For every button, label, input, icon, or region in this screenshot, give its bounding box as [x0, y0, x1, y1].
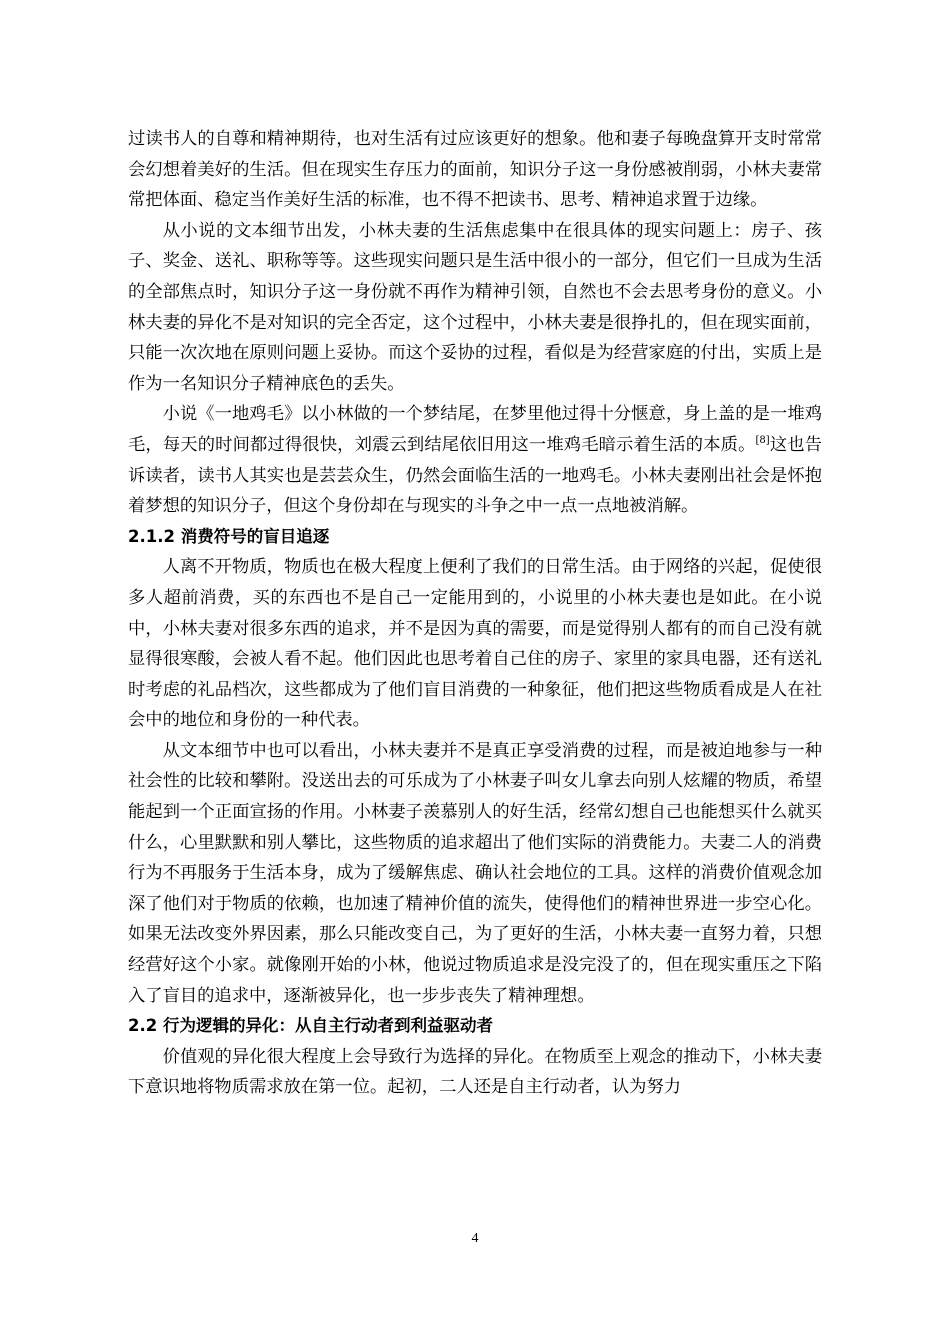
- paragraph-continuation: 过读书人的自尊和精神期待，也对生活有过应该更好的想象。他和妻子每晚盘算开支时常常会幻想着美好的生活。但在现实生存压力的面前，知识分子这一身份感被削弱，小林夫妻常常把体面、稳定当作美好生活的标准，也不得不把读书、思考、精神追求置于边缘。: [128, 129, 822, 211]
- paragraph-anxiety: 从小说的文本细节出发，小林夫妻的生活焦虑集中在很具体的现实问题上：房子、孩子、奖金、送礼、职称等等。这些现实问题只是生活中很小的一部分，但它们一旦成为生活的全部焦点时，知识分子这一身份就不再作为精神引领，自然也不会去思考身份的意义。小林夫妻的异化不是对知识的完全否定，这个过程中，小林夫妻是很挣扎的，但在现实面前，只能一次次地在原则问题上妥协。而这个妥协的过程，看似是为经营家庭的付出，实质上是作为一名知识分子精神底色的丢失。: [128, 220, 822, 394]
- paragraph-ending-dream-part1: 小说《一地鸡毛》以小林做的一个梦结尾，在梦里他过得十分惬意，身上盖的是一堆鸡毛，每天的时间都过得很快，刘震云到结尾依旧用这一堆鸡毛暗示着生活的本质。: [128, 404, 822, 455]
- section-heading-2-2: 2.2 行为逻辑的异化：从自主行动者到利益驱动者: [128, 1016, 493, 1036]
- citation-marker: [8]: [755, 435, 770, 447]
- paragraph-ending-dream-part2: 这也告诉读者，读书人其实也是芸芸众生，仍然会面临生活的一地鸡毛。小林夫妻刚出社会是怀抱着梦想的知识分子，但这个身份却在与现实的斗争之中一点一点地被消解。: [128, 434, 822, 517]
- page-number: 4: [471, 1231, 479, 1246]
- paragraph-behavior: 价值观的异化很大程度上会导致行为选择的异化。在物质至上观念的推动下，小林夫妻下意识地将物质需求放在第一位。起初，二人还是自主行动者，认为努力: [128, 1046, 822, 1098]
- paragraph-comparison: 从文本细节中也可以看出，小林夫妻并不是真正享受消费的过程，而是被迫地参与一种社会性的比较和攀附。没送出去的可乐成为了小林妻子叫女儿拿去向别人炫耀的物质，希望能起到一个正面宣扬的作用。小林妻子羡慕别人的好生活，经常幻想自己也能想买什么就买什么，心里默默和别人攀比，这些物质的追求超出了他们实际的消费能力。夫妻二人的消费行为不再服务于生活本身，成为了缓解焦虑、确认社会地位的工具。这样的消费价值观念加深了他们对于物质的依赖，也加速了精神价值的流失，使得他们的精神世界进一步空心化。如果无法改变外界因素，那么只能改变自己，为了更好的生活，小林夫妻一直努力着，只想经营好这个小家。就像刚开始的小林，他说过物质追求是没完没了的，但在现实重压之下陷入了盲目的追求中，逐渐被异化，也一步步丧失了精神理想。: [128, 740, 822, 1006]
- section-heading-2-1-2: 2.1.2 消费符号的盲目追逐: [128, 526, 330, 546]
- document-page: [128, 124, 822, 1103]
- paragraph-ending-dream: [128, 399, 822, 521]
- paragraph-consumption: 人离不开物质，物质也在极大程度上便利了我们的日常生活。由于网络的兴起，促使很多人超前消费，买的东西也不是自己一定能用到的，小说里的小林夫妻也是如此。在小说中，小林夫妻对很多东西的追求，并不是因为真的需要，而是觉得别人都有的而自己没有就显得很寒酸，会被人看不起。他们因此也思考着自己住的房子、家里的家具电器，还有送礼时考虑的礼品档次，这些都成为了他们盲目消费的一种象征，他们把这些物质看成是人在社会中的地位和身份的一种代表。: [128, 557, 822, 731]
